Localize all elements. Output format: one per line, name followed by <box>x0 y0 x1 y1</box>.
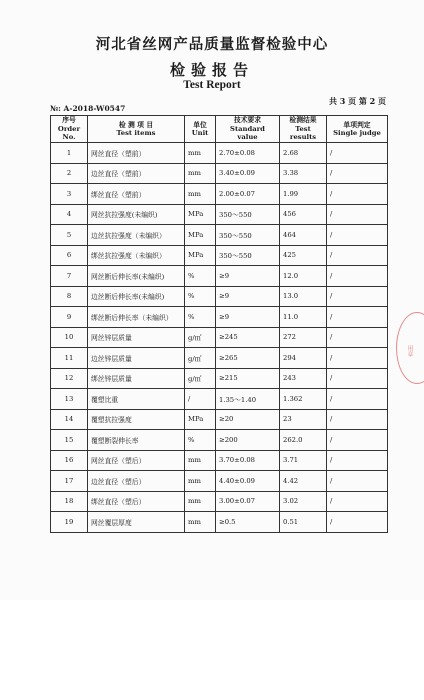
cell-test-item: 网丝直径（塑前） <box>88 143 185 164</box>
cell-order-no: 13 <box>51 389 88 410</box>
cell-standard-value: ≥20 <box>216 409 280 430</box>
cell-test-item: 覆塑断裂伸长率 <box>88 430 185 451</box>
table-row <box>51 245 388 266</box>
cell-judge: / <box>327 430 388 451</box>
cell-unit: mm <box>185 143 216 164</box>
cell-judge: / <box>327 327 388 348</box>
test-results-table <box>50 115 388 533</box>
cell-test-item: 边丝直径（塑前） <box>88 163 185 184</box>
table-row <box>51 471 388 492</box>
cell-test-result: 294 <box>280 348 327 369</box>
cell-test-item: 覆塑抗拉强度 <box>88 409 185 430</box>
table-row <box>51 450 388 471</box>
cell-unit: mm <box>185 471 216 492</box>
cell-test-item: 网丝断后伸长率(未编织) <box>88 266 185 287</box>
cell-judge: / <box>327 389 388 410</box>
cell-unit: mm <box>185 512 216 533</box>
cell-order-no: 2 <box>51 163 88 184</box>
table-row <box>51 348 388 369</box>
cell-order-no: 11 <box>51 348 88 369</box>
cell-test-item: 覆塑比重 <box>88 389 185 410</box>
cell-standard-value: 1.35～1.40 <box>216 389 280 410</box>
cell-test-result: 262.0 <box>280 430 327 451</box>
cell-order-no: 19 <box>51 512 88 533</box>
cell-judge: / <box>327 307 388 328</box>
table-row <box>51 225 388 246</box>
cell-standard-value: ≥200 <box>216 430 280 451</box>
table-row <box>51 307 388 328</box>
cell-test-item: 绑丝直径（塑后） <box>88 491 185 512</box>
cell-judge: / <box>327 225 388 246</box>
cell-unit: mm <box>185 184 216 205</box>
cell-unit: g/㎡ <box>185 368 216 389</box>
cell-test-item: 网丝直径（塑后） <box>88 450 185 471</box>
cell-standard-value: ≥265 <box>216 348 280 369</box>
cell-unit: MPa <box>185 204 216 225</box>
cell-standard-value: 2.70±0.08 <box>216 143 280 164</box>
cell-test-result: 425 <box>280 245 327 266</box>
cell-judge: / <box>327 348 388 369</box>
column-header-standard: 技术要求 Standard value <box>216 116 280 143</box>
cell-test-result: 456 <box>280 204 327 225</box>
cell-test-result: 12.0 <box>280 266 327 287</box>
table-row <box>51 266 388 287</box>
cell-test-item: 边丝断后伸长率(未编织) <box>88 286 185 307</box>
cell-test-result: 4.42 <box>280 471 327 492</box>
cell-test-result: 1.99 <box>280 184 327 205</box>
cell-test-item: 网丝抗拉强度(未编织) <box>88 204 185 225</box>
stamp-text: 用章 <box>406 345 413 357</box>
cell-unit: % <box>185 430 216 451</box>
report-number: №: A-2018-W0547 <box>50 104 126 113</box>
column-header-order: 序号 Order No. <box>51 116 88 143</box>
organization-title: 河北省丝网产品质量监督检验中心 <box>95 36 329 53</box>
cell-order-no: 5 <box>51 225 88 246</box>
table-row <box>51 163 388 184</box>
cell-test-result: 3.38 <box>280 163 327 184</box>
cell-test-result: 1.362 <box>280 389 327 410</box>
cell-order-no: 8 <box>51 286 88 307</box>
red-seal-stamp <box>396 312 424 384</box>
cell-test-item: 绑丝抗拉强度（未编织） <box>88 245 185 266</box>
cell-judge: / <box>327 471 388 492</box>
cell-judge: / <box>327 512 388 533</box>
cell-test-result: 464 <box>280 225 327 246</box>
cell-test-result: 3.71 <box>280 450 327 471</box>
cell-unit: mm <box>185 163 216 184</box>
table-header-row <box>51 116 388 143</box>
cell-test-result: 0.51 <box>280 512 327 533</box>
cell-unit: / <box>185 389 216 410</box>
table-row <box>51 491 388 512</box>
cell-standard-value: ≥0.5 <box>216 512 280 533</box>
cell-unit: mm <box>185 491 216 512</box>
table-row <box>51 143 388 164</box>
cell-test-result: 3.02 <box>280 491 327 512</box>
cell-standard-value: 3.40±0.09 <box>216 163 280 184</box>
report-title-en: Test Report <box>183 79 241 91</box>
cell-standard-value: 350～550 <box>216 225 280 246</box>
cell-test-result: 2.68 <box>280 143 327 164</box>
cell-order-no: 17 <box>51 471 88 492</box>
cell-order-no: 4 <box>51 204 88 225</box>
cell-test-item: 边丝锌层质量 <box>88 348 185 369</box>
table-row <box>51 327 388 348</box>
cell-judge: / <box>327 204 388 225</box>
table-row <box>51 368 388 389</box>
cell-order-no: 10 <box>51 327 88 348</box>
cell-judge: / <box>327 266 388 287</box>
cell-standard-value: 350～550 <box>216 204 280 225</box>
cell-order-no: 16 <box>51 450 88 471</box>
cell-unit: MPa <box>185 225 216 246</box>
table-row <box>51 430 388 451</box>
cell-test-result: 11.0 <box>280 307 327 328</box>
table-row <box>51 409 388 430</box>
cell-test-result: 243 <box>280 368 327 389</box>
cell-standard-value: ≥245 <box>216 327 280 348</box>
cell-judge: / <box>327 491 388 512</box>
cell-test-result: 13.0 <box>280 286 327 307</box>
cell-order-no: 7 <box>51 266 88 287</box>
table-body <box>51 143 388 533</box>
cell-unit: g/㎡ <box>185 348 216 369</box>
cell-standard-value: ≥9 <box>216 307 280 328</box>
cell-test-item: 绑丝直径（塑前） <box>88 184 185 205</box>
cell-test-item: 网丝覆层厚度 <box>88 512 185 533</box>
cell-standard-value: 3.00±0.07 <box>216 491 280 512</box>
cell-standard-value: 2.00±0.07 <box>216 184 280 205</box>
cell-judge: / <box>327 368 388 389</box>
cell-judge: / <box>327 184 388 205</box>
cell-unit: MPa <box>185 409 216 430</box>
cell-unit: % <box>185 266 216 287</box>
column-header-results: 检测结果 Test results <box>280 116 327 143</box>
cell-test-result: 23 <box>280 409 327 430</box>
cell-judge: / <box>327 286 388 307</box>
cell-order-no: 9 <box>51 307 88 328</box>
cell-judge: / <box>327 163 388 184</box>
cell-standard-value: 3.70±0.08 <box>216 450 280 471</box>
cell-order-no: 14 <box>51 409 88 430</box>
table-row <box>51 184 388 205</box>
cell-order-no: 6 <box>51 245 88 266</box>
cell-unit: g/㎡ <box>185 327 216 348</box>
cell-judge: / <box>327 409 388 430</box>
cell-order-no: 1 <box>51 143 88 164</box>
cell-standard-value: ≥9 <box>216 266 280 287</box>
cell-judge: / <box>327 143 388 164</box>
column-header-items: 检 测 项 目 Test items <box>88 116 185 143</box>
table-row <box>51 204 388 225</box>
cell-order-no: 18 <box>51 491 88 512</box>
cell-standard-value: ≥215 <box>216 368 280 389</box>
cell-test-item: 边丝抗拉强度（未编织） <box>88 225 185 246</box>
cell-unit: mm <box>185 450 216 471</box>
cell-test-item: 网丝锌层质量 <box>88 327 185 348</box>
cell-order-no: 3 <box>51 184 88 205</box>
cell-standard-value: 4.40±0.09 <box>216 471 280 492</box>
cell-unit: % <box>185 307 216 328</box>
column-header-unit: 单位 Unit <box>185 116 216 143</box>
cell-standard-value: 350～550 <box>216 245 280 266</box>
cell-standard-value: ≥9 <box>216 286 280 307</box>
cell-unit: MPa <box>185 245 216 266</box>
page-indicator: 共 3 页 第 2 页 <box>328 96 386 106</box>
cell-test-item: 绑丝锌层质量 <box>88 368 185 389</box>
cell-judge: / <box>327 450 388 471</box>
table-row <box>51 286 388 307</box>
report-title-cn: 检验报告 <box>169 61 254 79</box>
table-row <box>51 389 388 410</box>
cell-test-item: 边丝直径（塑后） <box>88 471 185 492</box>
cell-unit: % <box>185 286 216 307</box>
table-row <box>51 512 388 533</box>
column-header-judge: 单项判定 Single judge <box>327 116 388 143</box>
cell-test-result: 272 <box>280 327 327 348</box>
cell-order-no: 12 <box>51 368 88 389</box>
cell-test-item: 绑丝断后伸长率（未编织） <box>88 307 185 328</box>
cell-judge: / <box>327 245 388 266</box>
cell-order-no: 15 <box>51 430 88 451</box>
